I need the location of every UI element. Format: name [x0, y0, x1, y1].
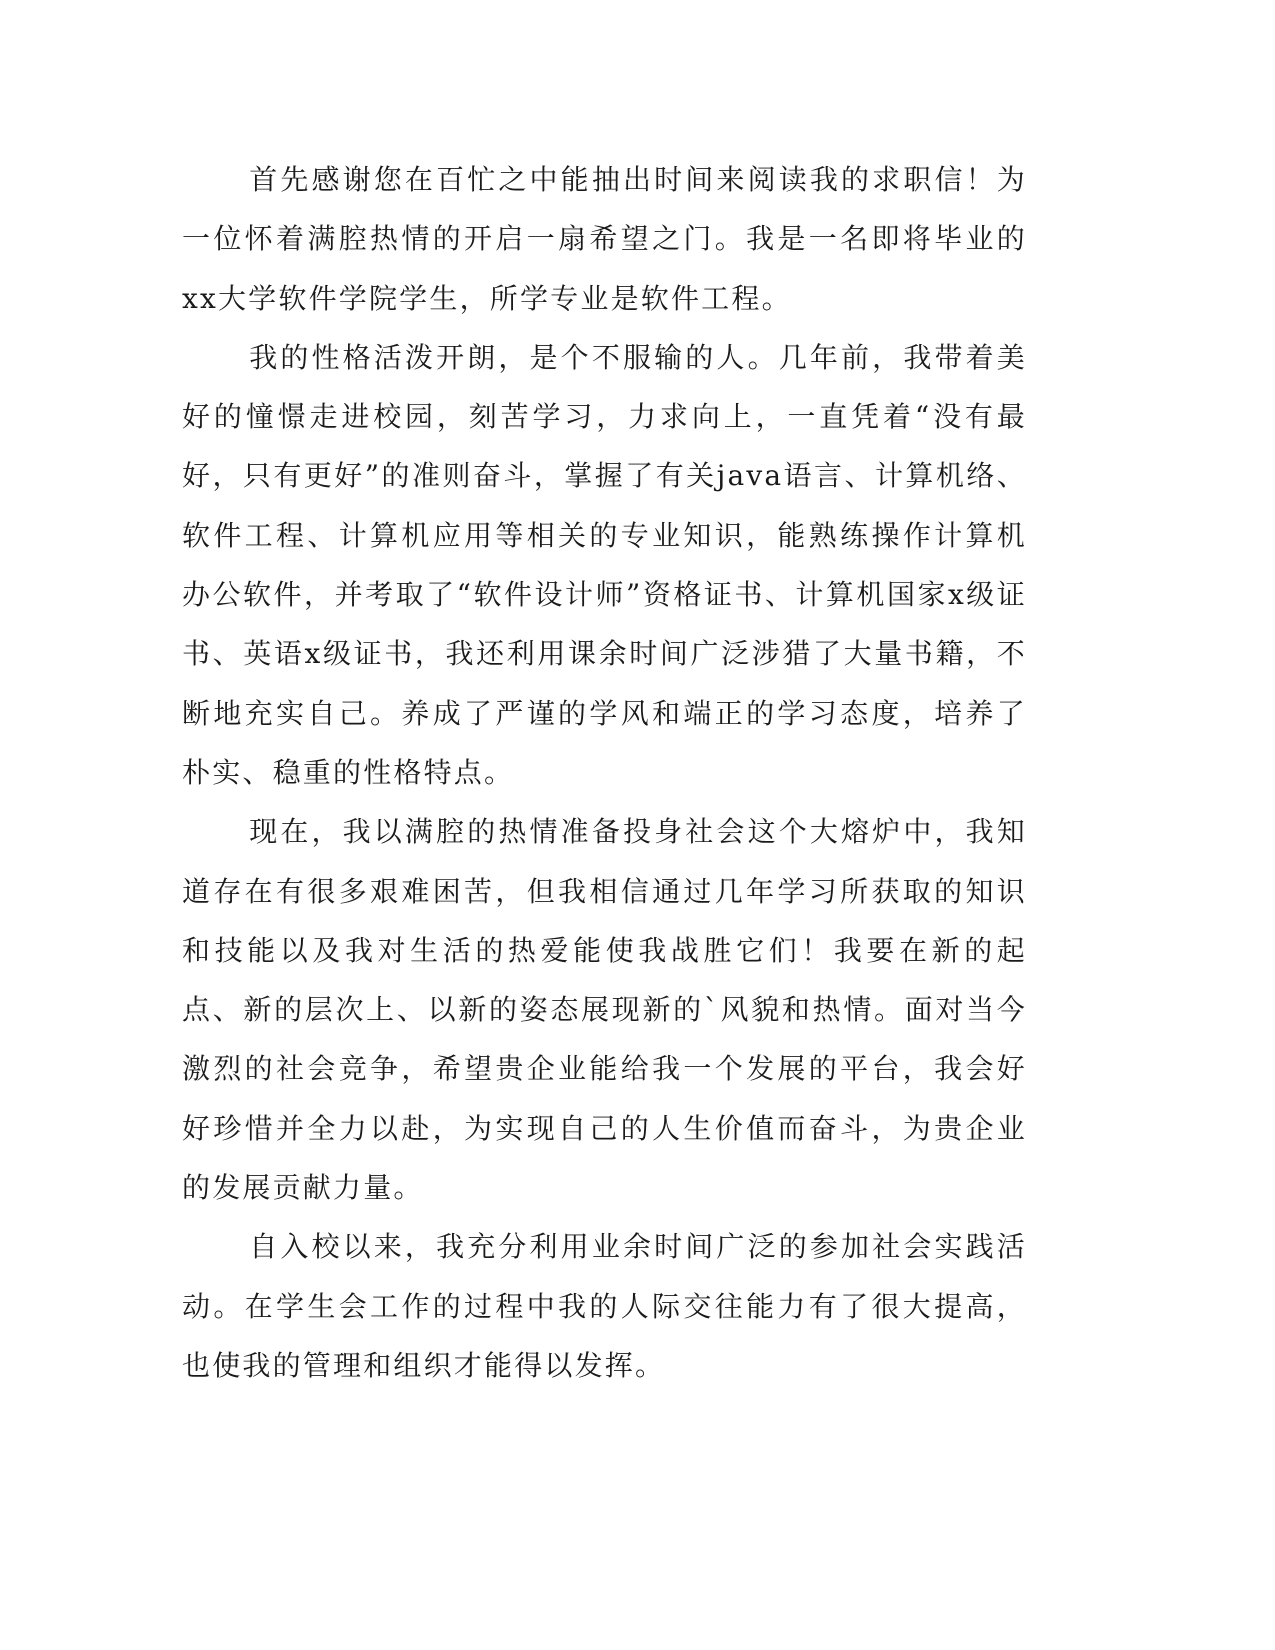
paragraph-intro: 首先感谢您在百忙之中能抽出时间来阅读我的求职信！为一位怀着满腔热情的开启一扇希望之门。我是一名即将毕业的xx大学软件学院学生，所学专业是软件工程。 [182, 163, 1027, 315]
paragraph-personality: 我的性格活泼开朗，是个不服输的人。几年前，我带着美好的憧憬走进校园，刻苦学习，力求向上，一直凭着“没有最好，只有更好”的准则奋斗，掌握了有关java语言、计算机络、软件工程、计算机应用等相关的专业知识，能熟练操作计算机办公软件，并考取了“软件设计师”资格证书、计算机国家x级证书、英语x级证书，我还利用课余时间广泛涉猎了大量书籍，不断地充实自己。养成了严谨的学风和端正的学习态度，培养了朴实、稳重的性格特点。 [182, 340, 1027, 789]
paragraph-aspiration: 现在，我以满腔的热情准备投身社会这个大熔炉中，我知道存在有很多艰难困苦，但我相信通过几年学习所获取的知识和技能以及我对生活的热爱能使我战胜它们！我要在新的起点、新的层次上、以新的姿态展现新的`风貌和热情。面对当今激烈的社会竞争，希望贵企业能给我一个发展的平台，我会好好珍惜并全力以赴，为实现自己的人生价值而奋斗，为贵企业的发展贡献力量。 [182, 815, 1027, 1205]
letter-body [182, 150, 1027, 1395]
paragraph-activities: 自入校以来，我充分利用业余时间广泛的参加社会实践活动。在学生会工作的过程中我的人际交往能力有了很大提高，也使我的管理和组织才能得以发挥。 [182, 1230, 1027, 1382]
